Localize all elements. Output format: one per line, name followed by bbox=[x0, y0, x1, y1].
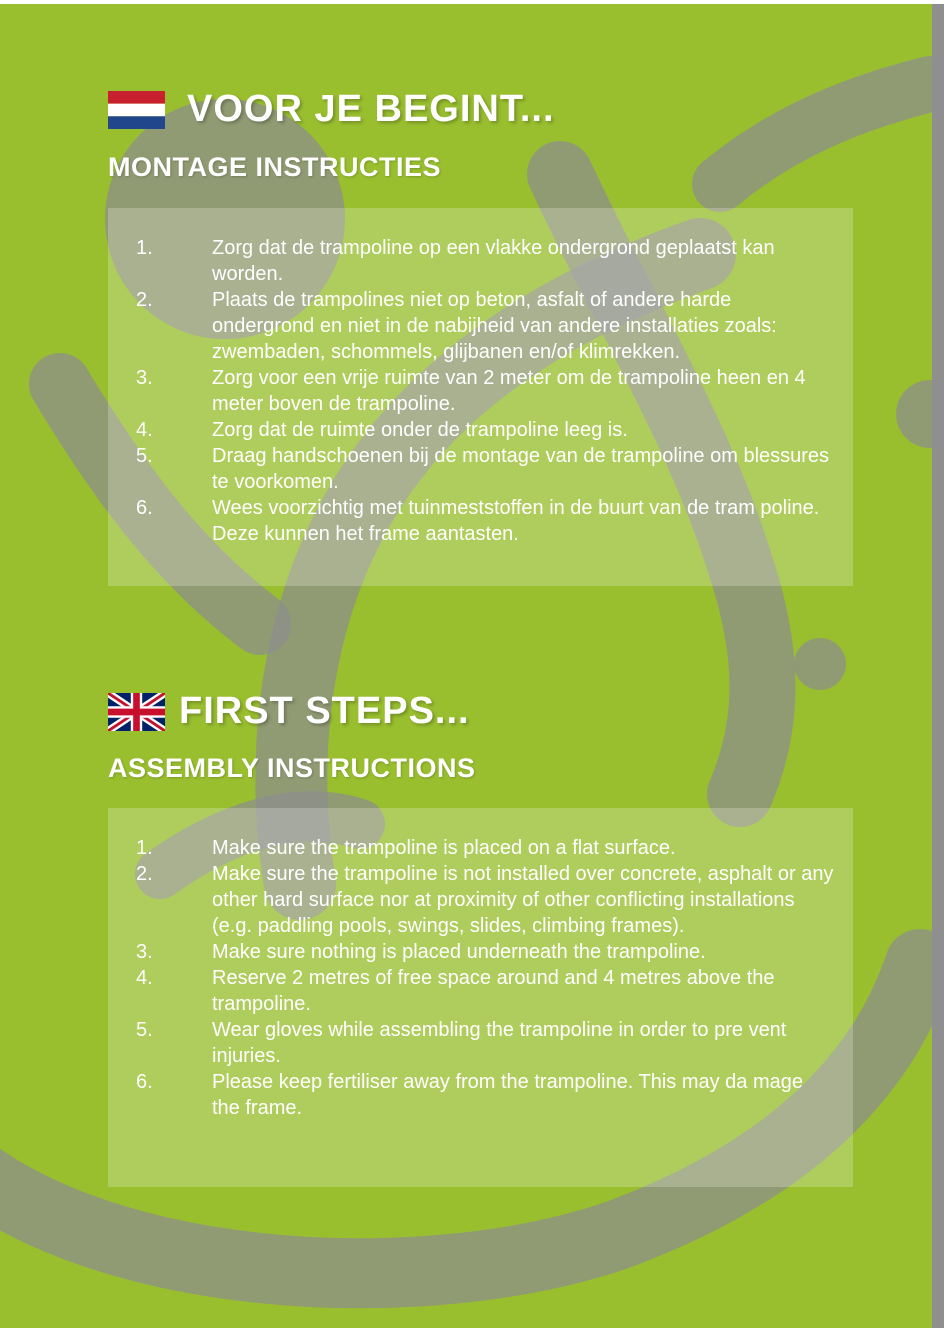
item-number: 3. bbox=[136, 367, 153, 389]
item-text: Please keep fertiliser away from the trampoline. This may da mage the frame. bbox=[212, 1071, 804, 1119]
item-number: 6. bbox=[136, 1071, 153, 1093]
dutch-instructions-panel bbox=[108, 208, 853, 586]
netherlands-flag-icon bbox=[108, 91, 165, 129]
list-item bbox=[136, 417, 836, 443]
english-title: FIRST STEPS... bbox=[179, 690, 470, 732]
list-item bbox=[136, 1017, 836, 1069]
item-text: Zorg dat de trampoline op een vlakke ondergrond geplaatst kan worden. bbox=[212, 237, 775, 285]
english-instructions-list bbox=[136, 835, 836, 1121]
item-number: 2. bbox=[136, 289, 153, 311]
item-number: 4. bbox=[136, 967, 153, 989]
item-number: 1. bbox=[136, 237, 153, 259]
list-item bbox=[136, 939, 836, 965]
uk-flag-icon bbox=[108, 693, 165, 731]
list-item bbox=[136, 365, 836, 417]
english-heading bbox=[108, 690, 470, 733]
item-text: Make sure nothing is placed underneath the trampoline. bbox=[212, 941, 706, 963]
dutch-subtitle: MONTAGE INSTRUCTIES bbox=[108, 152, 441, 182]
item-text: Wear gloves while assembling the trampoline in order to pre vent injuries. bbox=[212, 1019, 787, 1067]
list-item bbox=[136, 965, 836, 1017]
english-instructions-panel bbox=[108, 808, 853, 1187]
item-number: 5. bbox=[136, 1019, 153, 1041]
list-item bbox=[136, 1069, 836, 1121]
item-number: 4. bbox=[136, 419, 153, 441]
item-text: Plaats de trampolines niet op beton, asfalt of andere harde ondergrond en niet in de nabijheid van andere installaties zoals: zwembaden, schommels, glijbanen en/of klimrekken. bbox=[212, 289, 777, 363]
page-edge bbox=[932, 4, 944, 1328]
item-number: 6. bbox=[136, 497, 153, 519]
item-text: Wees voorzichtig met tuinmeststoffen in de buurt van de tram poline. Deze kunnen het frame aantasten. bbox=[212, 497, 820, 545]
list-item bbox=[136, 235, 836, 287]
list-item bbox=[136, 287, 836, 365]
list-item bbox=[136, 495, 836, 547]
dutch-heading bbox=[108, 88, 555, 131]
dutch-instructions-list bbox=[136, 235, 836, 547]
item-number: 3. bbox=[136, 941, 153, 963]
item-number: 5. bbox=[136, 445, 153, 467]
item-number: 2. bbox=[136, 863, 153, 885]
item-text: Reserve 2 metres of free space around and 4 metres above the trampoline. bbox=[212, 967, 775, 1015]
page-margin bbox=[944, 4, 950, 1328]
item-text: Make sure the trampoline is placed on a flat surface. bbox=[212, 837, 676, 859]
item-number: 1. bbox=[136, 837, 153, 859]
dutch-title: VOOR JE BEGINT... bbox=[187, 88, 555, 130]
list-item bbox=[136, 861, 836, 939]
item-text: Draag handschoenen bij de montage van de trampoline om blessures te voorkomen. bbox=[212, 445, 830, 493]
item-text: Zorg voor een vrije ruimte van 2 meter om de trampoline heen en 4 meter boven de trampoline. bbox=[212, 367, 806, 415]
list-item bbox=[136, 443, 836, 495]
list-item bbox=[136, 835, 836, 861]
english-subtitle: ASSEMBLY INSTRUCTIONS bbox=[108, 753, 476, 783]
item-text: Make sure the trampoline is not installed over concrete, asphalt or any other hard surface nor at proximity of other conflicting installations (e.g. paddling pools, swings, slides, climbing frames). bbox=[212, 863, 834, 937]
item-text: Zorg dat de ruimte onder de trampoline leeg is. bbox=[212, 419, 628, 441]
